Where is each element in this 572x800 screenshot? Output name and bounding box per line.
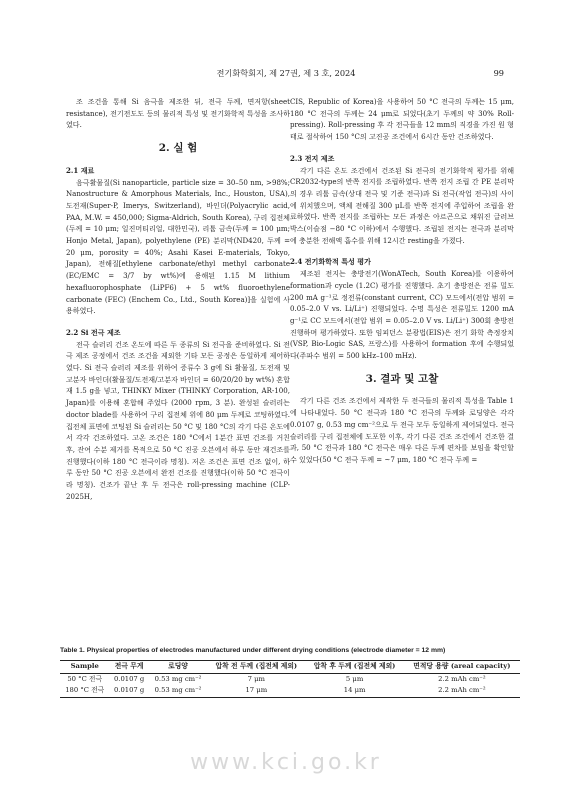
table-cell: 0.53 mg cm⁻² bbox=[154, 674, 202, 683]
subsection-2-4-title: 2.4 전기화학적 특성 평가 bbox=[290, 257, 371, 267]
subsection-2-3-body: 각기 다른 온도 조건에서 건조된 Si 전극의 전기화학적 평가를 위해 CR2032-type의 반쪽 전지를 조립하였다. 반쪽 전지 조립 간 PE 분리막의 경우 리튬 금속(상대 전극 및 기준 전극)과 Si 전극(작업 전극)의 사이에 위치했으며, 액체 전해질 300 μL를 반쪽 전지에 주입하여 조립을 완료하였다. 반쪽 전지를 조립하는 모든 과정은 아르곤으로 채워진 글러브 박스(이슬점 −80 °C 이하)에서 수행했다. 조립된 전지는 전극과 분리막에 충분한 전해액 흡수를 위해 12시간 resting을 가졌다. bbox=[290, 165, 514, 245]
table-cell: 2.2 mAh cm⁻² bbox=[438, 674, 486, 683]
page-number: 99 bbox=[493, 68, 504, 78]
watermark: www.kci.go.kr bbox=[190, 750, 382, 775]
table-cell: 0.0107 g bbox=[113, 686, 145, 695]
header-cell: 압착 후 두께 (집전체 제외) bbox=[313, 662, 396, 670]
table-cell: 180 °C 전극 bbox=[65, 686, 105, 695]
header-cell: Sample bbox=[70, 662, 99, 670]
section-2-title: 2. 실 험 bbox=[158, 142, 198, 155]
left-column bbox=[66, 96, 290, 503]
physical-properties-table bbox=[60, 660, 520, 698]
table-cell: 0.0107 g bbox=[113, 674, 145, 683]
subsection-2-4-body: 제조된 전지는 충방전기(WonATech, South Korea)를 이용하여 formation과 cycle (1.2C) 평가를 진행했다. 초기 충방전은 전류 밀도 200 mA g⁻¹로 정전류(constant current, CC) 모드에서(전압 범위 = 0.05–2.0 V vs. Li/Li⁺) 진행되었다. 수명 특성은 전류밀도 1200 mA g⁻¹로 CC 모드에서(전압 범위 = 0.05–2.0 V vs. Li/Li⁺) 300회 충방전 진행하며 평가하였다. 또한 임피던스 분광법(EIS)은 전기 화학 측정장치(VSP, Bio-Logic SAS, 프랑스)를 사용하여 formation 후에 수행되었다(주파수 범위 = 500 kHz–100 mHz). bbox=[290, 269, 514, 361]
table-cell: 14 μm bbox=[343, 686, 366, 695]
journal-citation: 전기화학회지, 제 27권, 제 3 호, 2024 bbox=[216, 68, 356, 78]
table-cell: 0.53 mg cm⁻² bbox=[154, 686, 202, 695]
table-row bbox=[60, 685, 520, 697]
subsection-2-2-title: 2.2 Si 전극 제조 bbox=[66, 327, 121, 337]
intro-paragraph: 조 조건을 통해 Si 음극을 제조한 뒤, 전극 두께, 면저항(sheet resistance), 전기전도도 등의 물리적 특성 및 전기화학적 특성을 조사하였다. bbox=[66, 97, 290, 130]
table-cell: 7 μm bbox=[247, 674, 265, 683]
header-cell: 면적당 용량 (areal capacity) bbox=[413, 662, 511, 670]
table-cell: 2.2 mAh cm⁻² bbox=[438, 686, 486, 695]
table-caption: Table 1. Physical properties of electrodes manufactured under different drying conditions (electrode diameter = 12 mm) bbox=[60, 647, 446, 654]
subsection-2-1-title: 2.1 재료 bbox=[66, 165, 95, 175]
section-3-title: 3. 결과 및 고찰 bbox=[365, 372, 439, 385]
subsection-2-1-body: 음극활물질(Si nanoparticle, particle size = 30–50 nm, >98%; Nanostructure & Amorphous Materials, Inc., Houston, USA), 도전재(Super-P, Imerys, Switzerland), 바인더(Polyacrylic acid, PAA, M.W. = 450,000; Sigma-Aldrich, South Korea), 구리 집전체(두께 = 10 μm; 일진머티리얼, 대한민국), 리튬 금속(두께 = 100 μm; Honjo Metal, Japan), polyethylene (PE) 분리막(ND420, 두께 = 20 μm, porosity = 40%; Asahi Kasei E-materials, Tokyo, Japan), 전해질[ethylene carbonate/ethyl methyl carbonate (EC/EMC = 3/7 by wt%)에 용해된 1.15 M lithium hexafluorophosphate (LiPF6) + 5 wt% fluoroethylene carbonate (FEC) (Enchem Co., Ltd., South Korea)]을 실험에 사용하였다. bbox=[66, 177, 290, 316]
table-header-row bbox=[60, 661, 520, 674]
header-cell: 전극 무게 bbox=[114, 662, 144, 670]
header-cell: 로딩양 bbox=[168, 662, 188, 670]
continued-paragraph: CIS, Republic of Korea)을 사용하여 50 °C 전극의 두께는 15 μm, 180 °C 전극의 두께는 24 μm로 되었다(초기 두께의 약 30% Roll-pressing). Roll-pressing 후 각 전극들을 12 mm의 직경을 가진 원 형태로 절삭하여 150 °C의 고진공 조건에서 6시간 동안 건조하였다. bbox=[290, 97, 514, 142]
running-header bbox=[0, 68, 572, 82]
table-row bbox=[60, 673, 520, 685]
section-3-body: 각기 다른 건조 조건에서 제작한 두 전극들의 물리적 특성을 Table 1에 나타내었다. 50 °C 전극과 180 °C 전극의 두께와 로딩양은 각각 0.0107 g, 0.53 mg cm⁻²으로 두 전극 모두 동일하게 제어되었다. 전극 슬러리를 구리 집전체에 도포한 이후, 각기 다른 건조 조건에서 건조한 결과, 50 °C 전극과 180 °C 전극은 매우 다른 두께 편차를 보임을 확인할 수 있었다(50 °C 전극 두께 = ~7 μm, 180 °C 전극 두께 = bbox=[290, 396, 514, 464]
subsection-2-3-title: 2.3 전지 제조 bbox=[290, 153, 335, 163]
subsection-2-2-body: 전극 슬러리 건조 온도에 따른 두 종류의 Si 전극을 준비하였다. Si 전극 제조 공정에서 건조 조건을 제외한 기타 모든 공정은 동일하게 제어하였다. Si 전극 슬러리 제조를 위하여 증류수 3 g에 Si 활물질, 도전재 및 고분자 바인더(활물질/도전재/고분자 바인더 = 60/20/20 by wt%) 혼합재 1.5 g을 넣고, THINKY Mixer (THINKY Corporation, AR-100, Japan)를 이용해 혼합해 주었다 (2000 rpm, 3 분). 완성된 슬러리는 doctor blade를 사용하여 구리 집전체 위에 80 μm 두께로 코팅하였다. 집전체 표면에 코팅된 Si 슬러리는 50 °C 및 180 °C의 각기 다른 온도에서 각각 건조하였다. 고온 조건은 180 °C에서 1분간 표면 건조를 거친 후, 잔여 수분 제거를 목적으로 50 °C 진공 오븐에서 하루 동안 재건조를 진행했다(이하 180 °C 전극이라 명칭). 저온 조건은 표면 건조 없이, 하루 동안 50 °C 진공 오븐에서 완전 건조를 진행했다(이하 50 °C 전극이라 명칭). 건조가 끝난 후 두 전극은 roll-pressing machine (CLP-2025H, bbox=[66, 339, 290, 501]
table-cell: 5 μm bbox=[345, 674, 364, 683]
table-cell: 50 °C 전극 bbox=[67, 674, 103, 683]
right-column bbox=[290, 96, 514, 466]
table-cell: 17 μm bbox=[245, 686, 268, 695]
header-cell: 압착 전 두께 (집전체 제외) bbox=[215, 662, 298, 670]
